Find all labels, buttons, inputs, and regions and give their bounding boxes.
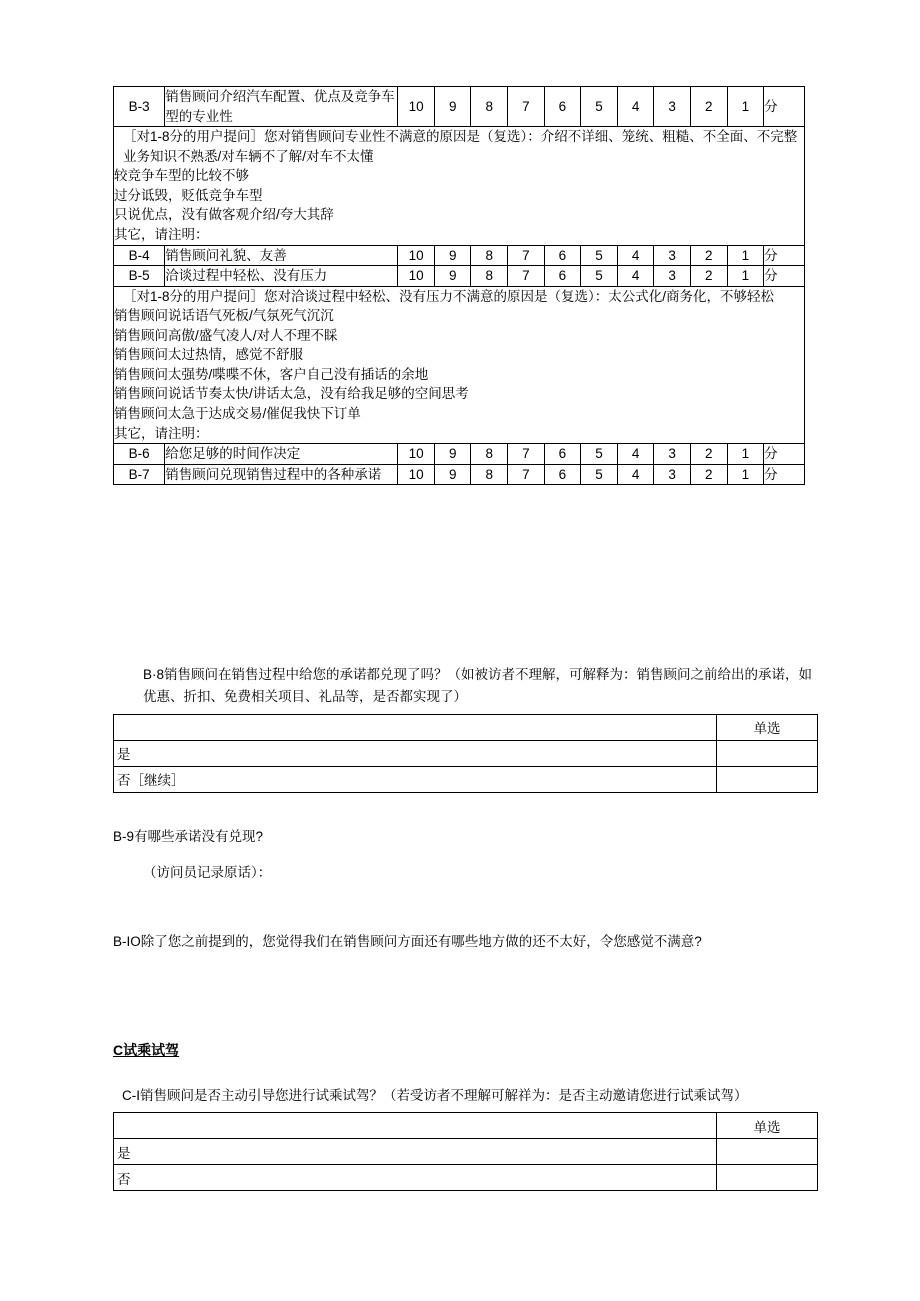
score-cell-9[interactable]: 9 xyxy=(434,87,471,127)
row-item: 销售顾问介绍汽车配置、优点及竞争车型的专业性 xyxy=(165,87,398,127)
score-cell-7[interactable]: 7 xyxy=(508,245,545,266)
table-row xyxy=(114,1139,818,1165)
score-cell-4[interactable]: 4 xyxy=(617,245,654,266)
answer-checkbox-yes[interactable] xyxy=(717,1139,818,1165)
score-cell-5[interactable]: 5 xyxy=(581,266,618,287)
table-row xyxy=(114,87,805,127)
row-item: 洽谈过程中轻松、没有压力 xyxy=(165,266,398,287)
score-cell-10[interactable]: 10 xyxy=(398,87,435,127)
score-cell-7[interactable]: 7 xyxy=(508,444,545,465)
row-item: 销售顾问兑现销售过程中的各种承诺 xyxy=(165,464,398,485)
score-cell-5[interactable]: 5 xyxy=(581,87,618,127)
table-header-row xyxy=(114,714,818,740)
question-b9-text: B-9有哪些承诺没有兑现? xyxy=(113,829,264,844)
probe-row-relaxed xyxy=(114,286,805,444)
score-cell-1[interactable]: 1 xyxy=(727,266,764,287)
probe-option[interactable]: 销售顾问太急于达成交易/催促我快下订单 xyxy=(114,406,361,421)
table-row xyxy=(114,444,805,465)
row-code: B-3 xyxy=(114,87,165,127)
score-cell-10[interactable]: 10 xyxy=(398,464,435,485)
score-cell-4[interactable]: 4 xyxy=(617,266,654,287)
score-cell-1[interactable]: 1 xyxy=(727,87,764,127)
row-code: B-4 xyxy=(114,245,165,266)
probe-option[interactable]: 过分诋毁，贬低竞争车型 xyxy=(114,187,263,203)
score-cell-6[interactable]: 6 xyxy=(544,464,581,485)
table-row xyxy=(114,740,818,766)
score-cell-9[interactable]: 9 xyxy=(434,245,471,266)
probe-option[interactable]: 销售顾问说话语气死板/气氛死气沉沉 xyxy=(114,308,334,324)
unit-label: 分 xyxy=(764,464,805,485)
header-blank xyxy=(114,1113,717,1139)
score-cell-7[interactable]: 7 xyxy=(508,87,545,127)
score-cell-8[interactable]: 8 xyxy=(471,87,508,127)
question-b9-note xyxy=(113,862,813,884)
score-cell-6[interactable]: 6 xyxy=(544,266,581,287)
question-c1 xyxy=(113,1085,813,1191)
score-cell-2[interactable]: 2 xyxy=(690,444,727,465)
score-cell-9[interactable]: 9 xyxy=(434,266,471,287)
unit-label: 分 xyxy=(764,444,805,465)
probe-option[interactable]: 销售顾问太过热情，感觉不舒服 xyxy=(114,347,303,363)
score-cell-8[interactable]: 8 xyxy=(471,245,508,266)
unit-label: 分 xyxy=(764,245,805,266)
table-row xyxy=(114,464,805,485)
probe-intro: ［对1-8分的用户提问］您对销售顾问专业性不满意的原因是（复选）：介绍不详细、笼统、粗糙、不全面、不完整业务知识不熟悉/对车辆不了解/对车不太懂 xyxy=(123,129,798,164)
score-cell-9[interactable]: 9 xyxy=(434,444,471,465)
score-cell-6[interactable]: 6 xyxy=(544,87,581,127)
probe-option-other[interactable]: 其它，请注明： xyxy=(114,226,209,242)
score-cell-4[interactable]: 4 xyxy=(617,464,654,485)
probe-option[interactable]: 销售顾问高傲/盛气凌人/对人不理不睬 xyxy=(114,327,338,343)
score-cell-4[interactable]: 4 xyxy=(617,87,654,127)
score-cell-8[interactable]: 8 xyxy=(471,464,508,485)
row-item: 给您足够的时间作决定 xyxy=(165,444,398,465)
score-cell-1[interactable]: 1 xyxy=(727,464,764,485)
probe-option[interactable]: 较竞争车型的比较不够 xyxy=(114,168,249,184)
probe-option[interactable]: 只说优点，没有做客观介绍/夸大其辞 xyxy=(114,207,334,223)
score-cell-4[interactable]: 4 xyxy=(617,444,654,465)
question-c1-text: C-I销售顾问是否主动引导您进行试乘试驾？（若受访者不理解可解祥为：是否主动邀请您进行试乘试驾） xyxy=(122,1088,748,1103)
score-cell-10[interactable]: 10 xyxy=(398,266,435,287)
question-b9 xyxy=(113,826,813,848)
score-cell-2[interactable]: 2 xyxy=(690,245,727,266)
score-cell-5[interactable]: 5 xyxy=(581,464,618,485)
score-cell-5[interactable]: 5 xyxy=(581,245,618,266)
answer-option-yes[interactable]: 是 xyxy=(114,1139,717,1165)
table-header-row xyxy=(114,1113,818,1139)
score-cell-2[interactable]: 2 xyxy=(690,464,727,485)
header-single-choice: 单选 xyxy=(717,1113,818,1139)
question-b8-text: B·8销售顾问在销售过程中给您的承诺都兑现了吗？（如被访者不理解，可解释为：销售顾问之前给出的承诺，如优惠、折扣、免费相关项目、礼品等，是否都实现了） xyxy=(143,667,813,705)
answer-table-c1 xyxy=(113,1112,818,1191)
section-c-title: C试乘试驾 xyxy=(113,1042,180,1058)
score-cell-2[interactable]: 2 xyxy=(690,87,727,127)
probe-intro: ［对1-8分的用户提问］您对洽谈过程中轻松、没有压力不满意的原因是（复选）：太公式化/商务化，不够轻松 xyxy=(123,288,775,304)
probe-block-professional xyxy=(114,127,805,245)
row-code: B-5 xyxy=(114,266,165,287)
question-b10 xyxy=(113,931,813,953)
probe-block-relaxed xyxy=(114,286,805,444)
score-cell-10[interactable]: 10 xyxy=(398,444,435,465)
unit-label: 分 xyxy=(764,266,805,287)
score-cell-10[interactable]: 10 xyxy=(398,245,435,266)
answer-table-b8 xyxy=(113,714,818,793)
interviewer-note: （访问员记录原话）： xyxy=(143,865,272,880)
score-cell-9[interactable]: 9 xyxy=(434,464,471,485)
probe-option[interactable]: 销售顾问说话节奏太快/讲话太急，没有给我足够的空间思考 xyxy=(114,386,469,402)
question-b8 xyxy=(113,664,813,793)
table-row xyxy=(114,1165,818,1191)
header-blank xyxy=(114,714,717,740)
header-single-choice: 单选 xyxy=(717,714,818,740)
answer-checkbox-yes[interactable] xyxy=(717,740,818,766)
row-item: 销售顾问礼貌、友善 xyxy=(165,245,398,266)
section-c-heading xyxy=(113,1040,813,1060)
answer-checkbox-no[interactable] xyxy=(717,1165,818,1191)
table-row xyxy=(114,766,818,792)
rating-table-b3 xyxy=(113,86,805,485)
probe-option-other[interactable]: 其它，请注明： xyxy=(114,425,209,441)
score-cell-3[interactable]: 3 xyxy=(654,245,691,266)
unit-label: 分 xyxy=(764,87,805,127)
score-cell-2[interactable]: 2 xyxy=(690,266,727,287)
answer-option-no[interactable]: 否 xyxy=(114,1165,717,1191)
answer-checkbox-no[interactable] xyxy=(717,766,818,792)
row-code: B-6 xyxy=(114,444,165,465)
score-cell-7[interactable]: 7 xyxy=(508,266,545,287)
score-cell-3[interactable]: 3 xyxy=(654,444,691,465)
answer-option-yes[interactable]: 是 xyxy=(114,740,717,766)
probe-option[interactable]: 销售顾问太强势/喋喋不休，客户自己没有插话的余地 xyxy=(114,366,429,382)
score-cell-7[interactable]: 7 xyxy=(508,464,545,485)
question-b10-text: B-IO除了您之前提到的，您觉得我们在销售顾问方面还有哪些地方做的还不太好，令您感觉不满意? xyxy=(113,934,702,949)
answer-option-no[interactable]: 否［继续］ xyxy=(114,766,717,792)
score-cell-8[interactable]: 8 xyxy=(471,444,508,465)
table-row xyxy=(114,245,805,266)
score-cell-8[interactable]: 8 xyxy=(471,266,508,287)
score-cell-3[interactable]: 3 xyxy=(654,87,691,127)
row-code: B-7 xyxy=(114,464,165,485)
score-cell-1[interactable]: 1 xyxy=(727,245,764,266)
score-cell-6[interactable]: 6 xyxy=(544,444,581,465)
score-cell-3[interactable]: 3 xyxy=(654,464,691,485)
score-cell-5[interactable]: 5 xyxy=(581,444,618,465)
questionnaire-section-b xyxy=(113,86,805,485)
table-row xyxy=(114,266,805,287)
score-cell-6[interactable]: 6 xyxy=(544,245,581,266)
score-cell-3[interactable]: 3 xyxy=(654,266,691,287)
score-cell-1[interactable]: 1 xyxy=(727,444,764,465)
probe-row-professional xyxy=(114,127,805,245)
